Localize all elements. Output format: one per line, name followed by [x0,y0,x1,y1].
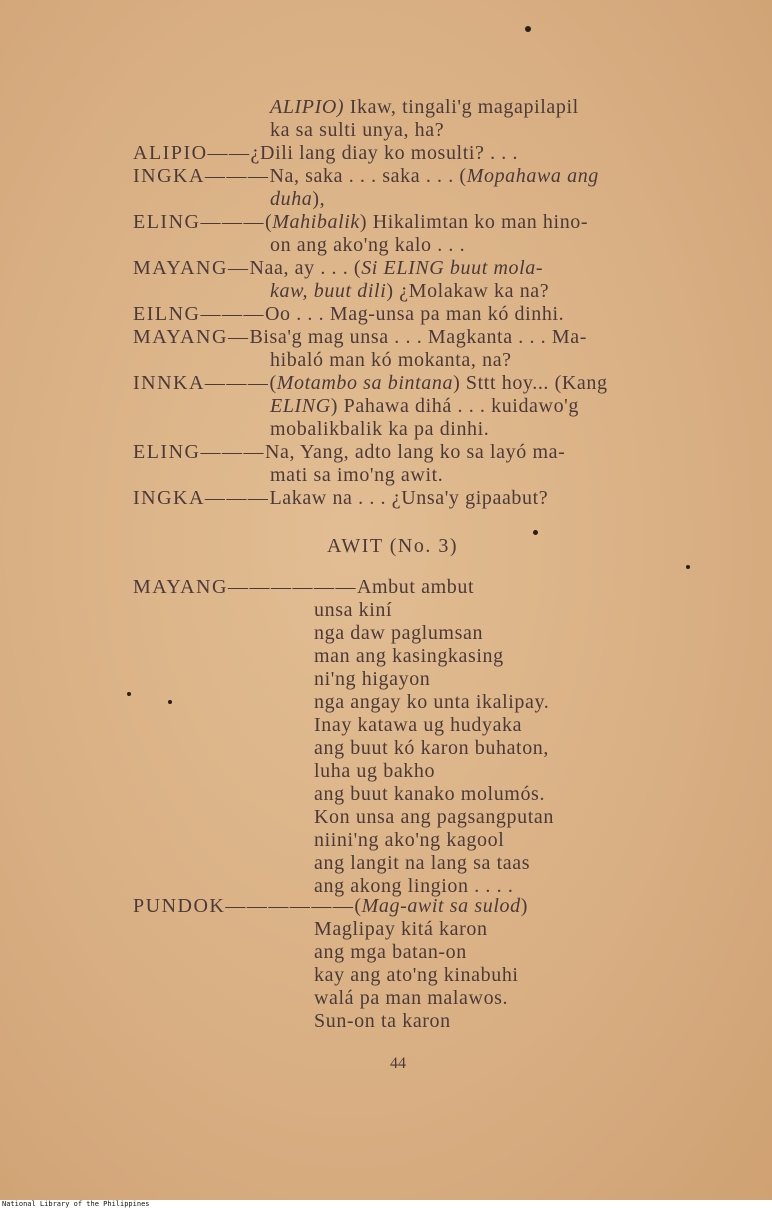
song-line: nga angay ko unta ikalipay. [314,691,550,713]
speaker-name: PUNDOK—————— [133,895,355,917]
dialogue-line: hibaló man kó mokanta, na? [270,349,512,371]
ink-speck [127,692,131,696]
dialogue-line: ELING———Na, Yang, adto lang ko sa layó ma- [133,441,566,463]
song-line: man ang kasingkasing [314,645,504,667]
song-line: Kon unsa ang pagsangputan [314,806,554,828]
song-heading: AWIT (No. 3) [327,535,458,557]
song-line: kay ang ato'ng kinabuhi [314,964,519,986]
song-line: ang akong lingion . . . . [314,875,514,897]
dialogue-line: on ang ako'ng kalo . . . [270,234,466,256]
song-line: walá pa man malawos. [314,987,509,1009]
speaker-name: MAYANG—————— [133,576,357,598]
dialogue-line: INGKA———Na, saka . . . saka . . . (Mopahawa ang [133,165,599,187]
song-line: PUNDOK——————(Mag-awit sa sulod) [133,895,528,917]
dialogue-line: INNKA———(Motambo sa bintana) Sttt hoy... (Kang [133,372,608,394]
dialogue-line: ALIPIO) Ikaw, tingali'g magapilapil [270,96,579,118]
ink-speck [168,700,172,704]
library-credit: National Library of the Philippines [0,1200,772,1208]
page-number: 44 [390,1055,406,1072]
dialogue-line: INGKA———Lakaw na . . . ¿Unsa'y gipaabut? [133,487,549,509]
song-line: ang buut kanako molumós. [314,783,546,805]
song-line: nga daw paglumsan [314,622,484,644]
song-line: Sun-on ta karon [314,1010,451,1032]
song-line: MAYANG——————Ambut ambut [133,576,475,598]
dialogue-line: MAYANG—Bisa'g mag unsa . . . Magkanta . . . Ma- [133,326,587,348]
dialogue-line: ka sa sulti unya, ha? [270,119,445,141]
speaker-name: ELING——— [133,211,265,233]
song-line: ang langit na lang sa taas [314,852,531,874]
dialogue-line: kaw, buut dili) ¿Molakaw ka na? [270,280,550,302]
song-line: ang buut kó karon buhaton, [314,737,550,759]
song-line: unsa kiní [314,599,393,621]
song-line: ang mga batan-on [314,941,467,963]
speaker-name: ALIPIO—— [133,142,251,164]
dialogue-line: mati sa imo'ng awit. [270,464,444,486]
song-line: luha ug bakho [314,760,436,782]
dialogue-line: duha), [270,188,326,210]
dialogue-line: ALIPIO——¿Dili lang diay ko mosulti? . . . [133,142,519,164]
speaker-name: MAYANG— [133,257,250,279]
dialogue-line: EILNG———Oo . . . Mag-unsa pa man kó dinhi. [133,303,565,325]
song-line: niini'ng ako'ng kagool [314,829,505,851]
song-line: Inay katawa ug hudyaka [314,714,523,736]
speaker-name: MAYANG— [133,326,250,348]
dialogue-line: ELING) Pahawa dihá . . . kuidawo'g [270,395,579,417]
speaker-name: INNKA——— [133,372,270,394]
speaker-name: ELING——— [133,441,265,463]
dialogue-line: mobalikbalik ka pa dinhi. [270,418,490,440]
speaker-name: INGKA——— [133,487,270,509]
ink-speck [525,26,531,32]
dialogue-line: ELING———(Mahibalik) Hikalimtan ko man hino- [133,211,589,233]
speaker-name: INGKA——— [133,165,270,187]
ink-speck [533,530,538,535]
speaker-name: EILNG——— [133,303,265,325]
ink-speck [686,565,690,569]
song-line: ni'ng higayon [314,668,431,690]
song-line: Maglipay kitá karon [314,918,488,940]
dialogue-line: MAYANG—Naa, ay . . . (Si ELING buut mola- [133,257,544,279]
